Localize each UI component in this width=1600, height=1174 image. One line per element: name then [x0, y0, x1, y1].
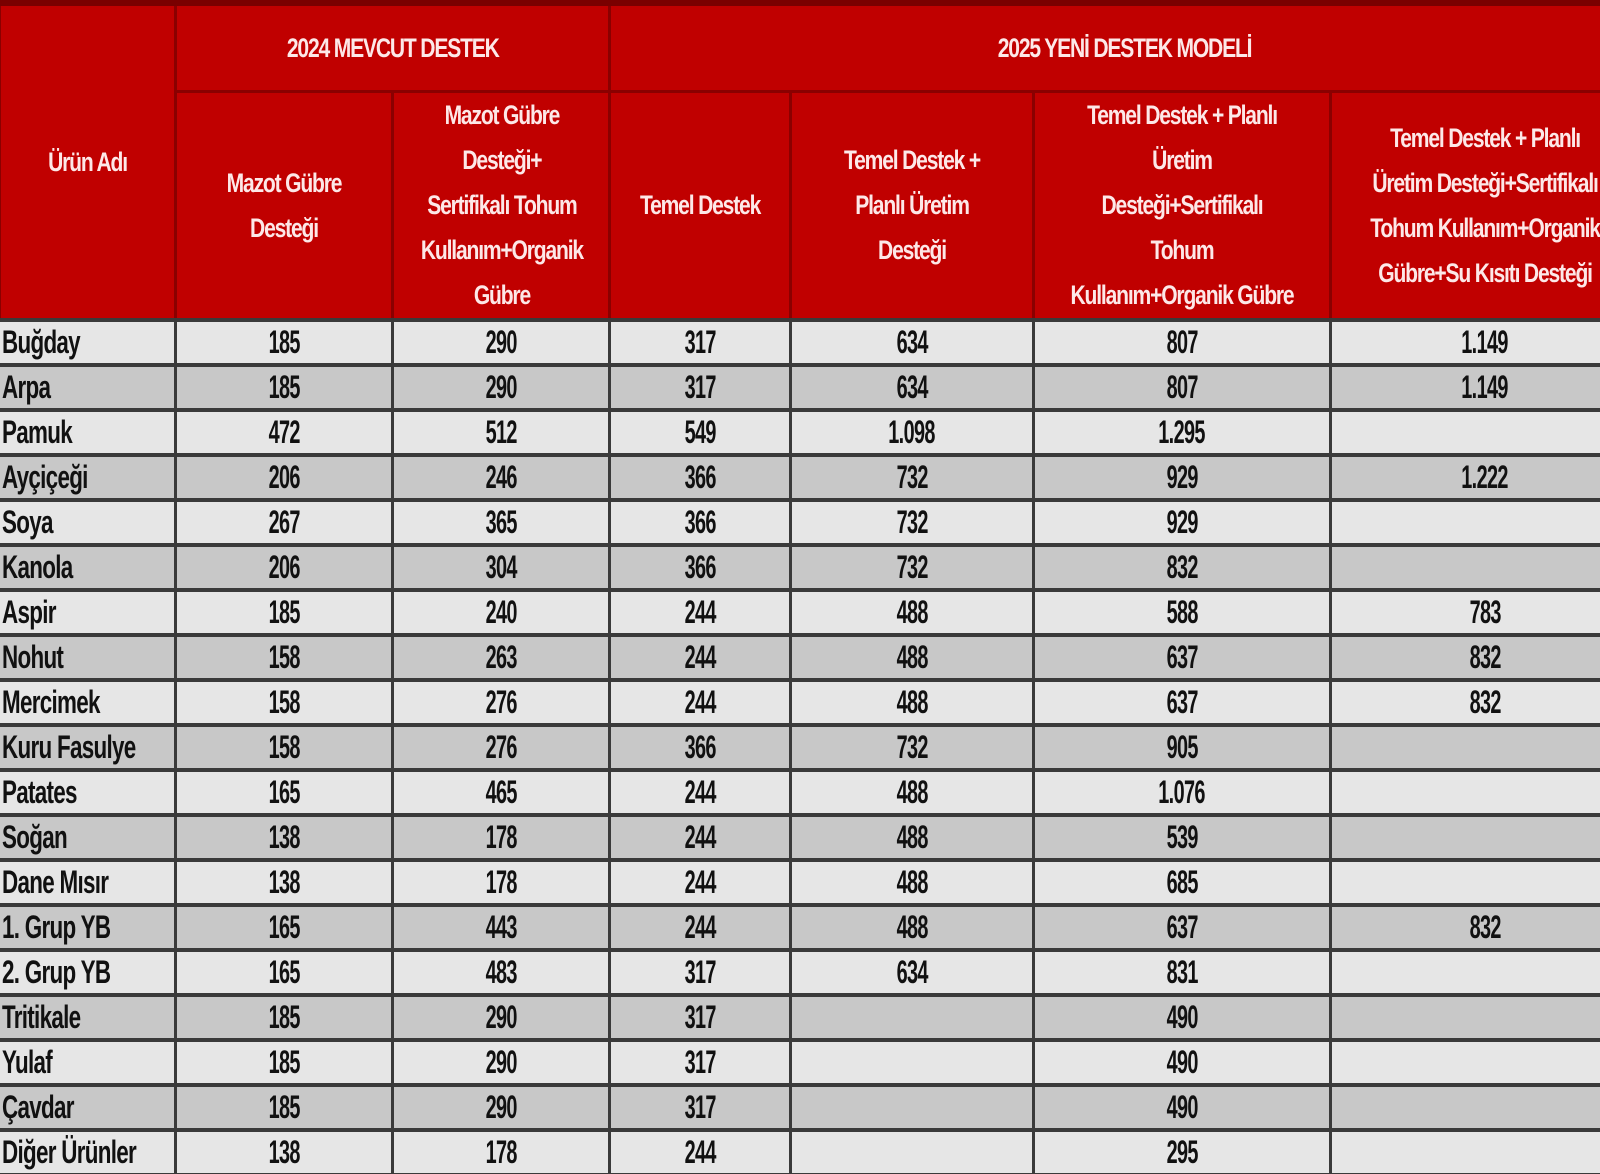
value-cell: [791, 410, 1034, 455]
value-cell: [1331, 410, 1600, 455]
value-cell: [791, 860, 1034, 905]
support-amount: 539: [1166, 819, 1198, 855]
value-cell: [791, 365, 1034, 410]
support-amount: 488: [896, 774, 928, 810]
support-amount: 366: [684, 729, 716, 765]
product-name: 2. Grup YB: [1, 954, 110, 990]
value-cell: [791, 320, 1034, 365]
support-amount: 263: [485, 639, 517, 675]
support-amount: 549: [684, 414, 716, 450]
value-cell: [1331, 770, 1600, 815]
table-row: [0, 1130, 1600, 1174]
value-cell: [176, 1085, 393, 1130]
support-amount: 634: [896, 324, 928, 360]
value-cell: [791, 1040, 1034, 1085]
support-amount: 165: [268, 774, 300, 810]
value-cell: [791, 680, 1034, 725]
product-name-cell: [0, 365, 176, 410]
product-name-cell: [0, 770, 176, 815]
support-amount: 244: [684, 594, 716, 630]
value-cell: [176, 950, 393, 995]
value-cell: [176, 635, 393, 680]
product-name: Nohut: [1, 639, 63, 675]
value-cell: [1331, 545, 1600, 590]
value-cell: [610, 995, 791, 1040]
support-amount: 732: [896, 549, 928, 585]
value-cell: [791, 950, 1034, 995]
support-amount: 634: [896, 954, 928, 990]
value-cell: [1331, 1130, 1600, 1174]
value-cell: [393, 770, 610, 815]
value-cell: [791, 815, 1034, 860]
value-cell: [1034, 1130, 1331, 1174]
table-row: [0, 1085, 1600, 1130]
value-cell: [393, 905, 610, 950]
table-row: [0, 365, 1600, 410]
value-cell: [610, 545, 791, 590]
value-cell: [393, 320, 610, 365]
table-body: [0, 320, 1600, 1174]
support-amount: 831: [1166, 954, 1198, 990]
value-cell: [610, 770, 791, 815]
value-cell: [393, 860, 610, 905]
value-cell: [1034, 725, 1331, 770]
column-header-mazot-gubre: Mazot Gübre Desteği: [176, 92, 393, 321]
table-row: [0, 995, 1600, 1040]
value-cell: [176, 905, 393, 950]
support-amount: 483: [485, 954, 517, 990]
value-cell: [610, 1040, 791, 1085]
support-amount: 929: [1166, 504, 1198, 540]
product-name: Pamuk: [1, 414, 72, 450]
support-amount: 685: [1166, 864, 1198, 900]
value-cell: [176, 995, 393, 1040]
value-cell: [176, 320, 393, 365]
product-name: Mercimek: [1, 684, 100, 720]
value-cell: [176, 500, 393, 545]
support-amount: 185: [268, 1044, 300, 1080]
value-cell: [610, 635, 791, 680]
value-cell: [610, 365, 791, 410]
product-name-cell: [0, 410, 176, 455]
support-amount: 783: [1469, 594, 1501, 630]
value-cell: [610, 680, 791, 725]
value-cell: [393, 455, 610, 500]
value-cell: [1331, 365, 1600, 410]
value-cell: [176, 365, 393, 410]
support-amount: 1.098: [888, 414, 936, 450]
support-amount: 1.149: [1461, 324, 1509, 360]
value-cell: [393, 1085, 610, 1130]
product-name-cell: [0, 500, 176, 545]
value-cell: [1034, 815, 1331, 860]
table-row: [0, 815, 1600, 860]
value-cell: [791, 500, 1034, 545]
value-cell: [176, 590, 393, 635]
support-amount: 472: [268, 414, 300, 450]
product-name: Diğer Ürünler: [1, 1134, 136, 1170]
value-cell: [791, 545, 1034, 590]
support-amount: 637: [1166, 639, 1198, 675]
value-cell: [1034, 770, 1331, 815]
table-row: [0, 770, 1600, 815]
product-name: Yulaf: [1, 1044, 52, 1080]
product-name-cell: [0, 950, 176, 995]
support-amount: 206: [268, 549, 300, 585]
product-name-cell: [0, 455, 176, 500]
value-cell: [1034, 995, 1331, 1040]
group-header-2025: 2025 YENİ DESTEK MODELİ: [610, 3, 1600, 92]
value-cell: [393, 1130, 610, 1174]
value-cell: [393, 410, 610, 455]
value-cell: [791, 1085, 1034, 1130]
table-row: [0, 680, 1600, 725]
support-amount: 158: [268, 729, 300, 765]
value-cell: [1331, 905, 1600, 950]
value-cell: [610, 950, 791, 995]
value-cell: [1331, 725, 1600, 770]
table-row: [0, 320, 1600, 365]
support-amount: 366: [684, 549, 716, 585]
support-amount: 317: [684, 954, 716, 990]
support-amount: 366: [684, 504, 716, 540]
column-header-mazot-gubre-tohum-organik: Mazot Gübre Desteği+ Sertifikalı Tohum Kullanım+Organik Gübre: [393, 92, 610, 321]
support-amount: 185: [268, 369, 300, 405]
table-row: [0, 725, 1600, 770]
support-amount: 244: [684, 774, 716, 810]
value-cell: [1034, 590, 1331, 635]
product-name: Patates: [1, 774, 77, 810]
value-cell: [176, 815, 393, 860]
product-name-cell: [0, 1085, 176, 1130]
table-row: [0, 545, 1600, 590]
value-cell: [1034, 455, 1331, 500]
value-cell: [1331, 995, 1600, 1040]
value-cell: [791, 770, 1034, 815]
value-cell: [1331, 860, 1600, 905]
product-name: Dane Mısır: [1, 864, 108, 900]
support-amount: 365: [485, 504, 517, 540]
support-amount: 290: [485, 1089, 517, 1125]
value-cell: [1034, 365, 1331, 410]
value-cell: [176, 1040, 393, 1085]
product-name-cell: [0, 725, 176, 770]
support-amount: 244: [684, 819, 716, 855]
table-row: [0, 500, 1600, 545]
support-amount: 807: [1166, 324, 1198, 360]
product-name-header: Ürün Adı: [0, 3, 176, 320]
product-name-cell: [0, 590, 176, 635]
product-name: 1. Grup YB: [1, 909, 110, 945]
value-cell: [610, 320, 791, 365]
value-cell: [610, 860, 791, 905]
support-amount: 317: [684, 324, 716, 360]
table-row: [0, 905, 1600, 950]
support-amount: 832: [1469, 684, 1501, 720]
support-amount: 1.076: [1158, 774, 1206, 810]
support-amount: 185: [268, 594, 300, 630]
product-name: Soğan: [1, 819, 67, 855]
value-cell: [1034, 860, 1331, 905]
value-cell: [393, 680, 610, 725]
product-name: Buğday: [1, 324, 80, 360]
table-row: [0, 635, 1600, 680]
table-row: [0, 590, 1600, 635]
support-amount: 276: [485, 729, 517, 765]
support-amount: 807: [1166, 369, 1198, 405]
value-cell: [1034, 635, 1331, 680]
value-cell: [1331, 590, 1600, 635]
value-cell: [176, 770, 393, 815]
support-amount: 1.295: [1158, 414, 1206, 450]
support-amount: 488: [896, 594, 928, 630]
value-cell: [1034, 1085, 1331, 1130]
value-cell: [610, 590, 791, 635]
support-amount: 317: [684, 369, 716, 405]
support-amount: 512: [485, 414, 517, 450]
support-amount: 732: [896, 504, 928, 540]
value-cell: [1331, 635, 1600, 680]
support-amount: 290: [485, 1044, 517, 1080]
value-cell: [791, 455, 1034, 500]
support-amount: 637: [1166, 684, 1198, 720]
value-cell: [393, 365, 610, 410]
value-cell: [610, 1085, 791, 1130]
support-amount: 1.149: [1461, 369, 1509, 405]
value-cell: [791, 635, 1034, 680]
table-row: [0, 410, 1600, 455]
table-row: [0, 860, 1600, 905]
support-amount: 158: [268, 639, 300, 675]
product-name-cell: [0, 1040, 176, 1085]
support-amount: 178: [485, 1134, 517, 1170]
support-amount: 244: [684, 864, 716, 900]
support-amount: 138: [268, 864, 300, 900]
value-cell: [791, 725, 1034, 770]
support-amount: 490: [1166, 1089, 1198, 1125]
value-cell: [610, 815, 791, 860]
support-amount: 317: [684, 999, 716, 1035]
support-amount: 185: [268, 324, 300, 360]
product-name-cell: [0, 1130, 176, 1174]
support-amount: 138: [268, 819, 300, 855]
table-row: [0, 455, 1600, 500]
value-cell: [393, 725, 610, 770]
value-cell: [176, 860, 393, 905]
header-column-row: [0, 92, 1600, 321]
support-amount: 732: [896, 459, 928, 495]
support-amount: 637: [1166, 909, 1198, 945]
product-name: Ayçiçeği: [1, 459, 88, 495]
product-name-cell: [0, 635, 176, 680]
value-cell: [393, 590, 610, 635]
support-amount: 465: [485, 774, 517, 810]
value-cell: [393, 1040, 610, 1085]
support-amount: 290: [485, 999, 517, 1035]
support-amount: 832: [1469, 909, 1501, 945]
product-name: Kuru Fasulye: [1, 729, 136, 765]
support-amount: 929: [1166, 459, 1198, 495]
column-header-temel-planli-tohum-organik-su: Temel Destek + Planlı Üretim Desteği+Sertifikalı Tohum Kullanım+Organik Gübre+Su Kısıtı Desteği: [1331, 92, 1600, 321]
value-cell: [1034, 950, 1331, 995]
product-name: Kanola: [1, 549, 72, 585]
value-cell: [176, 1130, 393, 1174]
support-amount: 138: [268, 1134, 300, 1170]
support-amount: 267: [268, 504, 300, 540]
value-cell: [610, 455, 791, 500]
value-cell: [1331, 1085, 1600, 1130]
value-cell: [176, 545, 393, 590]
support-amount: 1.222: [1461, 459, 1509, 495]
value-cell: [393, 545, 610, 590]
value-cell: [393, 815, 610, 860]
support-amount: 634: [896, 369, 928, 405]
support-amount: 488: [896, 909, 928, 945]
product-name-cell: [0, 905, 176, 950]
value-cell: [176, 680, 393, 725]
support-amount: 443: [485, 909, 517, 945]
value-cell: [393, 950, 610, 995]
value-cell: [1331, 455, 1600, 500]
support-amount: 832: [1166, 549, 1198, 585]
value-cell: [176, 410, 393, 455]
product-name: Tritikale: [1, 999, 80, 1035]
support-amount: 240: [485, 594, 517, 630]
product-name-cell: [0, 860, 176, 905]
value-cell: [610, 500, 791, 545]
support-amount: 905: [1166, 729, 1198, 765]
value-cell: [1034, 545, 1331, 590]
support-amount: 244: [684, 909, 716, 945]
product-name-cell: [0, 320, 176, 365]
table-row: [0, 1040, 1600, 1085]
support-amount: 588: [1166, 594, 1198, 630]
value-cell: [610, 725, 791, 770]
support-amount: 178: [485, 864, 517, 900]
support-amount: 488: [896, 684, 928, 720]
support-amount: 246: [485, 459, 517, 495]
support-amount: 490: [1166, 1044, 1198, 1080]
value-cell: [393, 995, 610, 1040]
value-cell: [791, 995, 1034, 1040]
value-cell: [1034, 500, 1331, 545]
table-row: [0, 950, 1600, 995]
value-cell: [1331, 815, 1600, 860]
value-cell: [1034, 1040, 1331, 1085]
support-amount: 490: [1166, 999, 1198, 1035]
support-amount: 185: [268, 1089, 300, 1125]
support-amount: 317: [684, 1089, 716, 1125]
product-name: Arpa: [1, 369, 50, 405]
support-amount: 832: [1469, 639, 1501, 675]
support-amount: 295: [1166, 1134, 1198, 1170]
product-name-cell: [0, 680, 176, 725]
support-amount: 304: [485, 549, 517, 585]
support-amount: 732: [896, 729, 928, 765]
value-cell: [610, 905, 791, 950]
value-cell: [1034, 410, 1331, 455]
value-cell: [176, 455, 393, 500]
support-amount: 317: [684, 1044, 716, 1080]
table-header: [0, 3, 1600, 320]
support-amount: 206: [268, 459, 300, 495]
value-cell: [610, 410, 791, 455]
product-name: Çavdar: [1, 1089, 74, 1125]
value-cell: [610, 1130, 791, 1174]
value-cell: [1331, 680, 1600, 725]
support-amount: 158: [268, 684, 300, 720]
product-name: Soya: [1, 504, 53, 540]
value-cell: [393, 635, 610, 680]
product-name-cell: [0, 995, 176, 1040]
support-amount: 290: [485, 369, 517, 405]
value-cell: [393, 500, 610, 545]
group-header-2024: 2024 MEVCUT DESTEK: [176, 3, 610, 92]
column-header-temel-planli: Temel Destek + Planlı Üretim Desteği: [791, 92, 1034, 321]
value-cell: [1331, 320, 1600, 365]
support-amount: 178: [485, 819, 517, 855]
value-cell: [176, 725, 393, 770]
value-cell: [791, 905, 1034, 950]
column-header-temel-destek: Temel Destek: [610, 92, 791, 321]
value-cell: [1034, 320, 1331, 365]
support-amount: 276: [485, 684, 517, 720]
value-cell: [1034, 905, 1331, 950]
support-amount: 488: [896, 639, 928, 675]
value-cell: [1331, 1040, 1600, 1085]
product-name-cell: [0, 815, 176, 860]
header-group-row: [0, 3, 1600, 92]
value-cell: [791, 590, 1034, 635]
support-amount: 290: [485, 324, 517, 360]
support-amount: 185: [268, 999, 300, 1035]
product-name: Aspir: [1, 594, 56, 630]
value-cell: [791, 1130, 1034, 1174]
support-amount: 488: [896, 819, 928, 855]
support-amount: 244: [684, 1134, 716, 1170]
value-cell: [1034, 680, 1331, 725]
support-amount: 165: [268, 954, 300, 990]
value-cell: [1331, 500, 1600, 545]
support-amount: 244: [684, 684, 716, 720]
support-amount: 165: [268, 909, 300, 945]
support-amount: 244: [684, 639, 716, 675]
product-name-cell: [0, 545, 176, 590]
column-header-temel-planli-tohum-organik: Temel Destek + Planlı Üretim Desteği+Sertifikalı Tohum Kullanım+Organik Gübre: [1034, 92, 1331, 321]
support-amount: 488: [896, 864, 928, 900]
value-cell: [1331, 950, 1600, 995]
support-amount: 366: [684, 459, 716, 495]
